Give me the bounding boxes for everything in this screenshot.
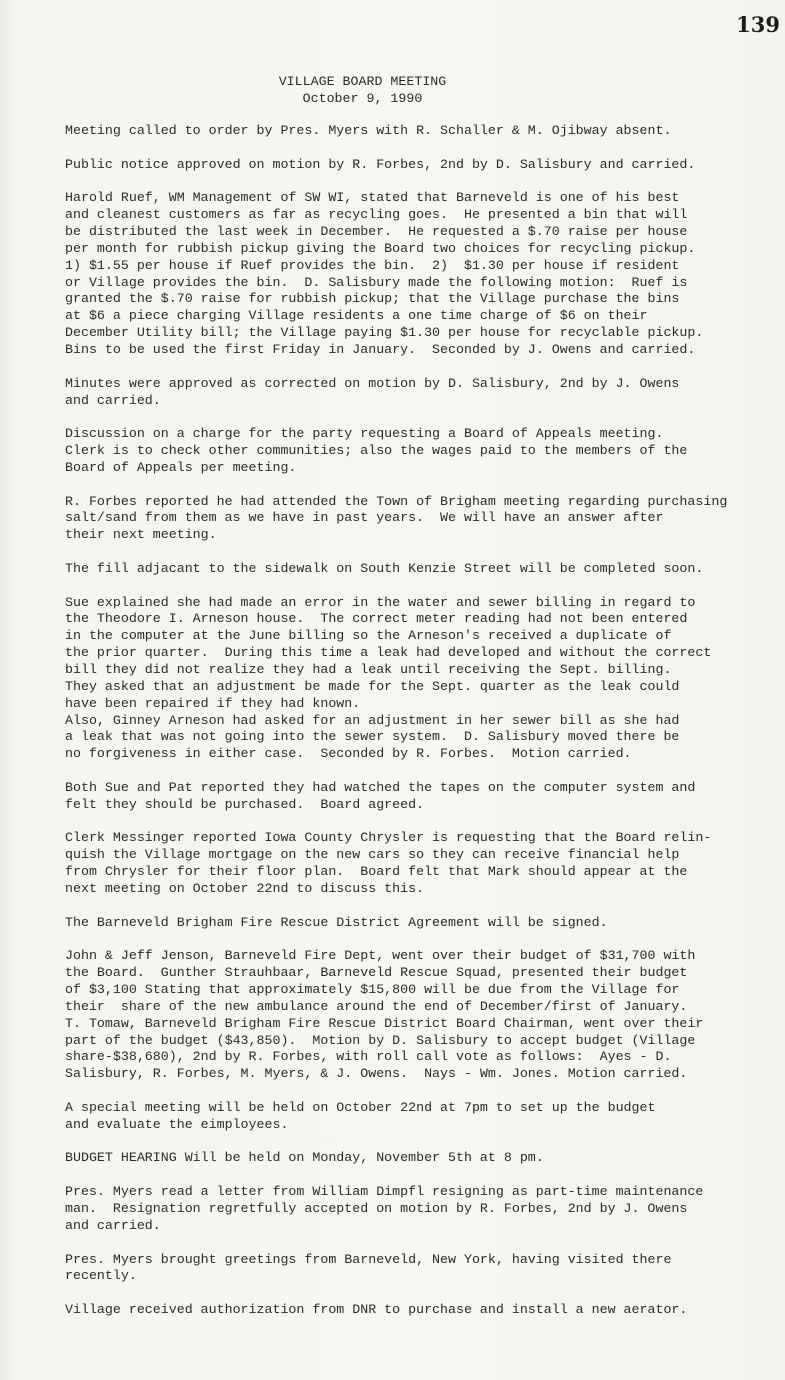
- text-line: part of the budget ($43,850). Motion by D. Salisbury to accept budget (Village: [65, 1032, 696, 1048]
- text-line: A special meeting will be held on October 22nd at 7pm to set up the budget: [65, 1099, 656, 1115]
- text-line: felt they should be purchased. Board agreed.: [65, 796, 425, 812]
- minutes-paragraph: [65, 190, 777, 358]
- document-title: VILLAGE BOARD MEETING: [278, 74, 447, 89]
- text-line: Both Sue and Pat reported they had watched the tapes on the computer system and: [65, 779, 696, 795]
- page-number: 139: [736, 12, 780, 37]
- minutes-paragraph: [65, 1150, 777, 1167]
- text-line: and cleanest customers as far as recycling goes. He presented a bin that will: [65, 207, 688, 223]
- minutes-paragraph: [65, 1252, 777, 1286]
- minutes-paragraph: [65, 595, 777, 763]
- text-line: their share of the new ambulance around the end of December/first of January.: [65, 998, 688, 1014]
- text-line: at $6 a piece charging Village residents a one time charge of $6 on their: [65, 308, 648, 324]
- minutes-paragraph: [65, 948, 777, 1083]
- text-line: Board of Appeals per meeting.: [65, 459, 297, 475]
- text-line: the Theodore I. Arneson house. The correct meter reading had not been entered: [65, 611, 688, 627]
- minutes-paragraph: [65, 123, 777, 140]
- text-line: and carried.: [65, 1217, 161, 1233]
- text-line: The Barneveld Brigham Fire Rescue District Agreement will be signed.: [65, 914, 608, 930]
- minutes-paragraph: [65, 494, 777, 545]
- text-line: granted the $.70 raise for rubbish pickup; that the Village purchase the bins: [65, 291, 680, 307]
- text-line: The fill adjacant to the sidewalk on South Kenzie Street will be completed soon.: [65, 560, 704, 576]
- text-line: Harold Ruef, WM Management of SW WI, stated that Barneveld is one of his best: [65, 190, 680, 206]
- text-line: in the computer at the June billing so the Arneson's received a duplicate of: [65, 628, 672, 644]
- text-line: and evaluate the eimployees.: [65, 1116, 289, 1132]
- text-line: recently.: [65, 1268, 137, 1284]
- text-line: R. Forbes reported he had attended the Town of Brigham meeting regarding purchasing: [65, 493, 728, 509]
- text-line: Pres. Myers read a letter from William Dimpfl resigning as part-time maintenance: [65, 1184, 704, 1200]
- minutes-paragraph: [65, 1184, 777, 1235]
- text-line: Clerk is to check other communities; also the wages paid to the members of the: [65, 443, 688, 459]
- text-line: share-$38,680), 2nd by R. Forbes, with roll call vote as follows: Ayes - D.: [65, 1049, 672, 1065]
- text-line: a leak that was not going into the sewer system. D. Salisbury moved there be: [65, 729, 680, 745]
- text-line: from Chrysler for their floor plan. Board felt that Mark should appear at the: [65, 864, 688, 880]
- minutes-body: [65, 123, 777, 1336]
- minutes-paragraph: [65, 376, 777, 410]
- text-line: December Utility bill; the Village paying $1.30 per house for recyclable pickup.: [65, 325, 704, 341]
- text-line: the Board. Gunther Strauhbaar, Barneveld Rescue Squad, presented their budget: [65, 965, 688, 981]
- minutes-paragraph: [65, 157, 777, 174]
- text-line: Village received authorization from DNR to purchase and install a new aerator.: [65, 1302, 688, 1318]
- minutes-paragraph: [65, 1302, 777, 1319]
- text-line: Discussion on a charge for the party requesting a Board of Appeals meeting.: [65, 426, 664, 442]
- minutes-paragraph: [65, 426, 777, 477]
- minutes-paragraph: [65, 780, 777, 814]
- text-line: next meeting on October 22nd to discuss this.: [65, 880, 425, 896]
- minutes-paragraph: [65, 915, 777, 932]
- text-line: Bins to be used the first Friday in January. Seconded by J. Owens and carried.: [65, 341, 696, 357]
- text-line: Pres. Myers brought greetings from Barneveld, New York, having visited there: [65, 1251, 672, 1267]
- text-line: man. Resignation regretfully accepted on motion by R. Forbes, 2nd by J. Owens: [65, 1201, 688, 1216]
- minutes-paragraph: [65, 561, 777, 578]
- text-line: John & Jeff Jenson, Barneveld Fire Dept, went over their budget of $31,700 with: [65, 948, 696, 964]
- text-line: Salisbury, R. Forbes, M. Myers, & J. Owens. Nays - Wm. Jones. Motion carried.: [65, 1066, 688, 1082]
- text-line: Public notice approved on motion by R. Forbes, 2nd by D. Salisbury and carried.: [65, 156, 696, 172]
- text-line: T. Tomaw, Barneveld Brigham Fire Rescue District Board Chairman, went over their: [65, 1015, 704, 1031]
- text-line: Meeting called to order by Pres. Myers with R. Schaller & M. Ojibway absent.: [65, 123, 672, 138]
- text-line: Sue explained she had made an error in the water and sewer billing in regard to: [65, 594, 696, 610]
- text-line: their next meeting.: [65, 527, 217, 543]
- text-line: no forgiveness in either case. Seconded by R. Forbes. Motion carried.: [65, 746, 632, 762]
- text-line: the prior quarter. During this time a leak had developed and without the correct: [65, 645, 712, 661]
- text-line: BUDGET HEARING Will be held on Monday, November 5th at 8 pm.: [65, 1150, 544, 1166]
- text-line: Clerk Messinger reported Iowa County Chrysler is requesting that the Board relin-: [65, 830, 712, 846]
- text-line: Minutes were approved as corrected on motion by D. Salisbury, 2nd by J. Owens: [65, 375, 680, 391]
- text-line: be distributed the last week in December. He requested a $.70 raise per house: [65, 224, 688, 240]
- text-line: bill they did not realize they had a leak until receiving the Sept. billing.: [65, 662, 672, 677]
- text-line: Also, Ginney Arneson had asked for an adjustment in her sewer bill as she had: [65, 712, 680, 728]
- text-line: quish the Village mortgage on the new cars so they can receive financial help: [65, 847, 680, 863]
- text-line: have been repaired if they had known.: [65, 695, 361, 711]
- text-line: and carried.: [65, 392, 161, 408]
- text-line: or Village provides the bin. D. Salisbury made the following motion: Ruef is: [65, 274, 688, 290]
- text-line: salt/sand from them as we have in past years. We will have an answer after: [65, 510, 664, 526]
- minutes-paragraph: [65, 830, 777, 897]
- document-heading: [0, 73, 725, 107]
- text-line: of $3,100 Stating that approximately $15,800 will be due from the Village for: [65, 982, 680, 998]
- text-line: 1) $1.55 per house if Ruef provides the bin. 2) $1.30 per house if resident: [65, 257, 680, 273]
- meeting-date: October 9, 1990: [302, 91, 423, 106]
- text-line: per month for rubbish pickup giving the Board two choices for recycling pickup.: [65, 240, 696, 256]
- minutes-paragraph: [65, 1100, 777, 1134]
- text-line: They asked that an adjustment be made for the Sept. quarter as the leak could: [65, 678, 680, 694]
